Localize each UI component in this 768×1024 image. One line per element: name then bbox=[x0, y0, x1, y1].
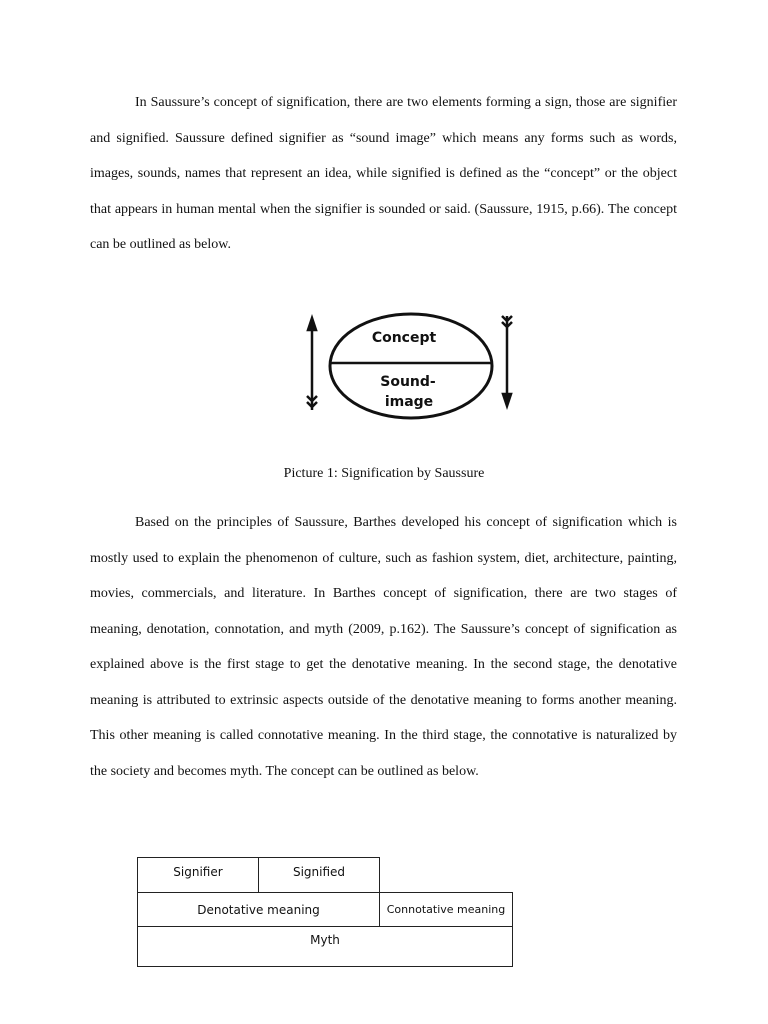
signified-text: Signified bbox=[292, 865, 346, 879]
sound-label: Sound- bbox=[380, 374, 436, 390]
image-label: image bbox=[384, 394, 434, 410]
concept-label: Concept bbox=[371, 330, 437, 346]
saussure-sign-diagram bbox=[300, 310, 522, 422]
cell-signifier bbox=[137, 857, 259, 893]
myth-text: Myth bbox=[310, 933, 340, 947]
cell-connotative bbox=[379, 892, 513, 927]
connotative-text: Connotative meaning bbox=[386, 903, 506, 916]
down-arrow-icon bbox=[502, 316, 512, 406]
cell-signified bbox=[258, 857, 380, 893]
cell-denotative bbox=[137, 892, 380, 927]
denotative-text: Denotative meaning bbox=[197, 902, 320, 917]
paragraph-saussure: In Saussure’s concept of signification, there are two elements forming a sign, those are signifier and signified. Saussure defined signifier as “sound image” which means any forms such as words, images, sounds, names that represent an idea, while signified is defined as the “concept” or the object that appears in human mental when the signifier is sounded or said. (Saussure, 1915, p.66). The concept can be outlined as below. bbox=[90, 95, 677, 252]
paragraph-barthes: Based on the principles of Saussure, Barthes developed his concept of signification which is mostly used to explain the phenomenon of culture, such as fashion system, diet, architecture, painting, movies, commercials, and literature. In Barthes concept of signification, there are two stages of meaning, denotation, connotation, and myth (2009, p.162). The Saussure’s concept of signification as explained above is the first stage to get the denotative meaning. In the second stage, the denotative meaning is attributed to extrinsic aspects outside of the denotative meaning to forms another meaning. This other meaning is called connotative meaning. In the third stage, the connotative is naturalized by the society and becomes myth. The concept can be outlined as below. bbox=[90, 515, 677, 779]
signifier-text: Signifier bbox=[173, 865, 223, 879]
up-arrow-icon bbox=[307, 318, 317, 410]
figure-caption: Picture 1: Signification by Saussure bbox=[283, 466, 485, 481]
cell-myth bbox=[137, 926, 513, 967]
